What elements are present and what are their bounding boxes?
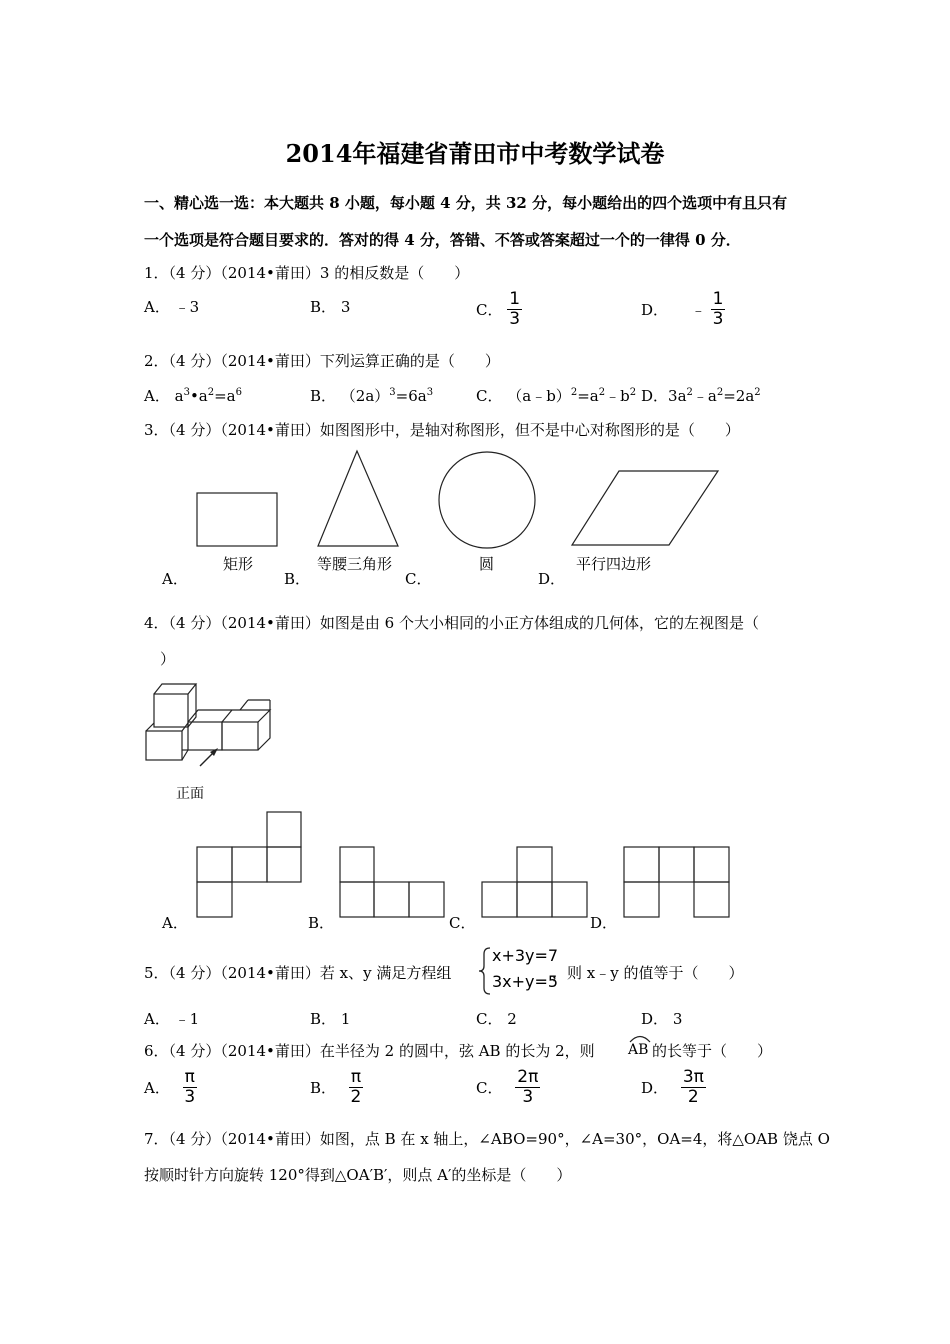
circle-shape <box>439 452 535 548</box>
q4-option-b[interactable]: B． <box>308 914 335 932</box>
q5-stem-a: 5．（4 分）（2014•莆田）若 x、y 满足方程组 <box>144 964 452 982</box>
front-view-label: 正面 <box>176 786 204 802</box>
q3-option-c[interactable]: C． <box>405 570 432 588</box>
q1-d-fraction: $\frac{1}{3}$ <box>712 289 724 329</box>
q6-option-a[interactable]: A． $\frac{\pi}{3}$ <box>144 1067 196 1107</box>
q5-equation-2: 3x+y=5 <box>492 972 559 991</box>
q1-option-b[interactable]: B． 3 <box>310 298 351 316</box>
rectangle-shape <box>197 493 277 546</box>
q4-option-d[interactable]: D． <box>590 914 618 932</box>
q4-stem: 4．（4 分）（2014•莆田）如图是由 6 个大小相同的小正方体组成的几何体，它的左视图是（ <box>144 614 759 632</box>
q5-option-a[interactable]: A． ﹣1 <box>144 1010 200 1028</box>
q3-figures <box>190 445 750 580</box>
q2-option-c[interactable]: C． $(a﹣b)^2=a^2﹣b^2$ <box>476 387 637 405</box>
q6-option-c[interactable]: C． $\frac{2\pi}{3}$ <box>476 1067 539 1107</box>
q3-option-b[interactable]: B． <box>284 570 311 588</box>
q4-stem-end: ） <box>160 650 176 668</box>
q1-option-d[interactable]: D． ﹣ $\frac{1}{3}$ <box>641 289 724 329</box>
q4-option-a[interactable]: A． <box>162 914 188 932</box>
q3-caption-c: 圆 <box>479 555 495 573</box>
q7-stem-line2: 按顺时针方向旋转 120°得到△OA′B′，则点 A′的坐标是（ ） <box>144 1166 572 1184</box>
isosceles-triangle-shape <box>318 451 398 546</box>
q6-option-d[interactable]: D． $\frac{3\pi}{2}$ <box>641 1067 704 1107</box>
q1-option-a[interactable]: A． ﹣3 <box>144 298 200 316</box>
q6-stem-a: 6．（4 分）（2014•莆田）在半径为 2 的圆中，弦 AB 的长为 2，则 <box>144 1042 595 1060</box>
page-title: 2014年福建省莆田市中考数学试卷 <box>285 139 665 168</box>
q2-option-d[interactable]: D．$3a^2﹣a^2=2a^2$ <box>641 387 761 405</box>
q5-option-b[interactable]: B． 1 <box>310 1010 351 1028</box>
arc-symbol-icon <box>628 1031 652 1043</box>
q7-stem-line1: 7．（4 分）（2014•莆田）如图，点 B 在 x 轴上，∠ABO=90°，∠A=30°，OA=4，将△OAB 饶点 O <box>144 1130 830 1148</box>
q6-arc-label: AB <box>628 1042 649 1058</box>
q4-option-b-figure <box>339 845 447 918</box>
q3-caption-d: 平行四边形 <box>576 555 652 573</box>
q4-option-c[interactable]: C． <box>449 914 476 932</box>
q2-option-a[interactable]: A． $a^3•a^2=a^6$ <box>144 387 242 405</box>
q4-option-d-figure <box>623 845 731 918</box>
q3-stem: 3．（4 分）（2014•莆田）如图图形中，是轴对称图形，但不是中心对称图形的是（ ） <box>144 421 740 439</box>
q3-option-a[interactable]: A． <box>162 570 188 588</box>
q6-stem-b: 的长等于（ ） <box>652 1042 773 1060</box>
q3-caption-a: 矩形 <box>223 555 254 573</box>
section-heading-line1: 一、精心选一选：本大题共 8 小题，每小题 4 分，共 32 分，每小题给出的四个选项中有且只有 <box>144 194 788 212</box>
q2-stem: 2．（4 分）（2014•莆田）下列运算正确的是（ ） <box>144 352 500 370</box>
q4-option-c-figure <box>481 845 589 918</box>
parallelogram-shape <box>572 471 718 545</box>
q4-option-a-figure <box>196 810 302 918</box>
q2-option-b[interactable]: B． $(2a)^3=6a^3$ <box>310 387 434 405</box>
q1-c-fraction: $\frac{1}{3}$ <box>509 289 521 329</box>
q4-solid-figure <box>140 678 280 788</box>
q1-stem: 1．（4 分）（2014•莆田）3 的相反数是（ ） <box>144 264 470 282</box>
q3-caption-b: 等腰三角形 <box>317 555 393 573</box>
q3-option-d[interactable]: D． <box>538 570 566 588</box>
q5-stem-b: ，则 x﹣y 的值等于（ ） <box>552 964 744 982</box>
q5-equation-1: x+3y=7 <box>492 946 559 965</box>
q6-option-b[interactable]: B． $\frac{\pi}{2}$ <box>310 1067 362 1107</box>
q1-option-c[interactable]: C． $\frac{1}{3}$ <box>476 289 521 329</box>
section-heading-line2: 一个选项是符合题目要求的．答对的得 4 分，答错、不答或答案超过一个的一律得 0 分． <box>144 231 741 249</box>
q5-brace <box>478 946 492 996</box>
q5-option-d[interactable]: D． 3 <box>641 1010 683 1028</box>
q5-option-c[interactable]: C． 2 <box>476 1010 517 1028</box>
